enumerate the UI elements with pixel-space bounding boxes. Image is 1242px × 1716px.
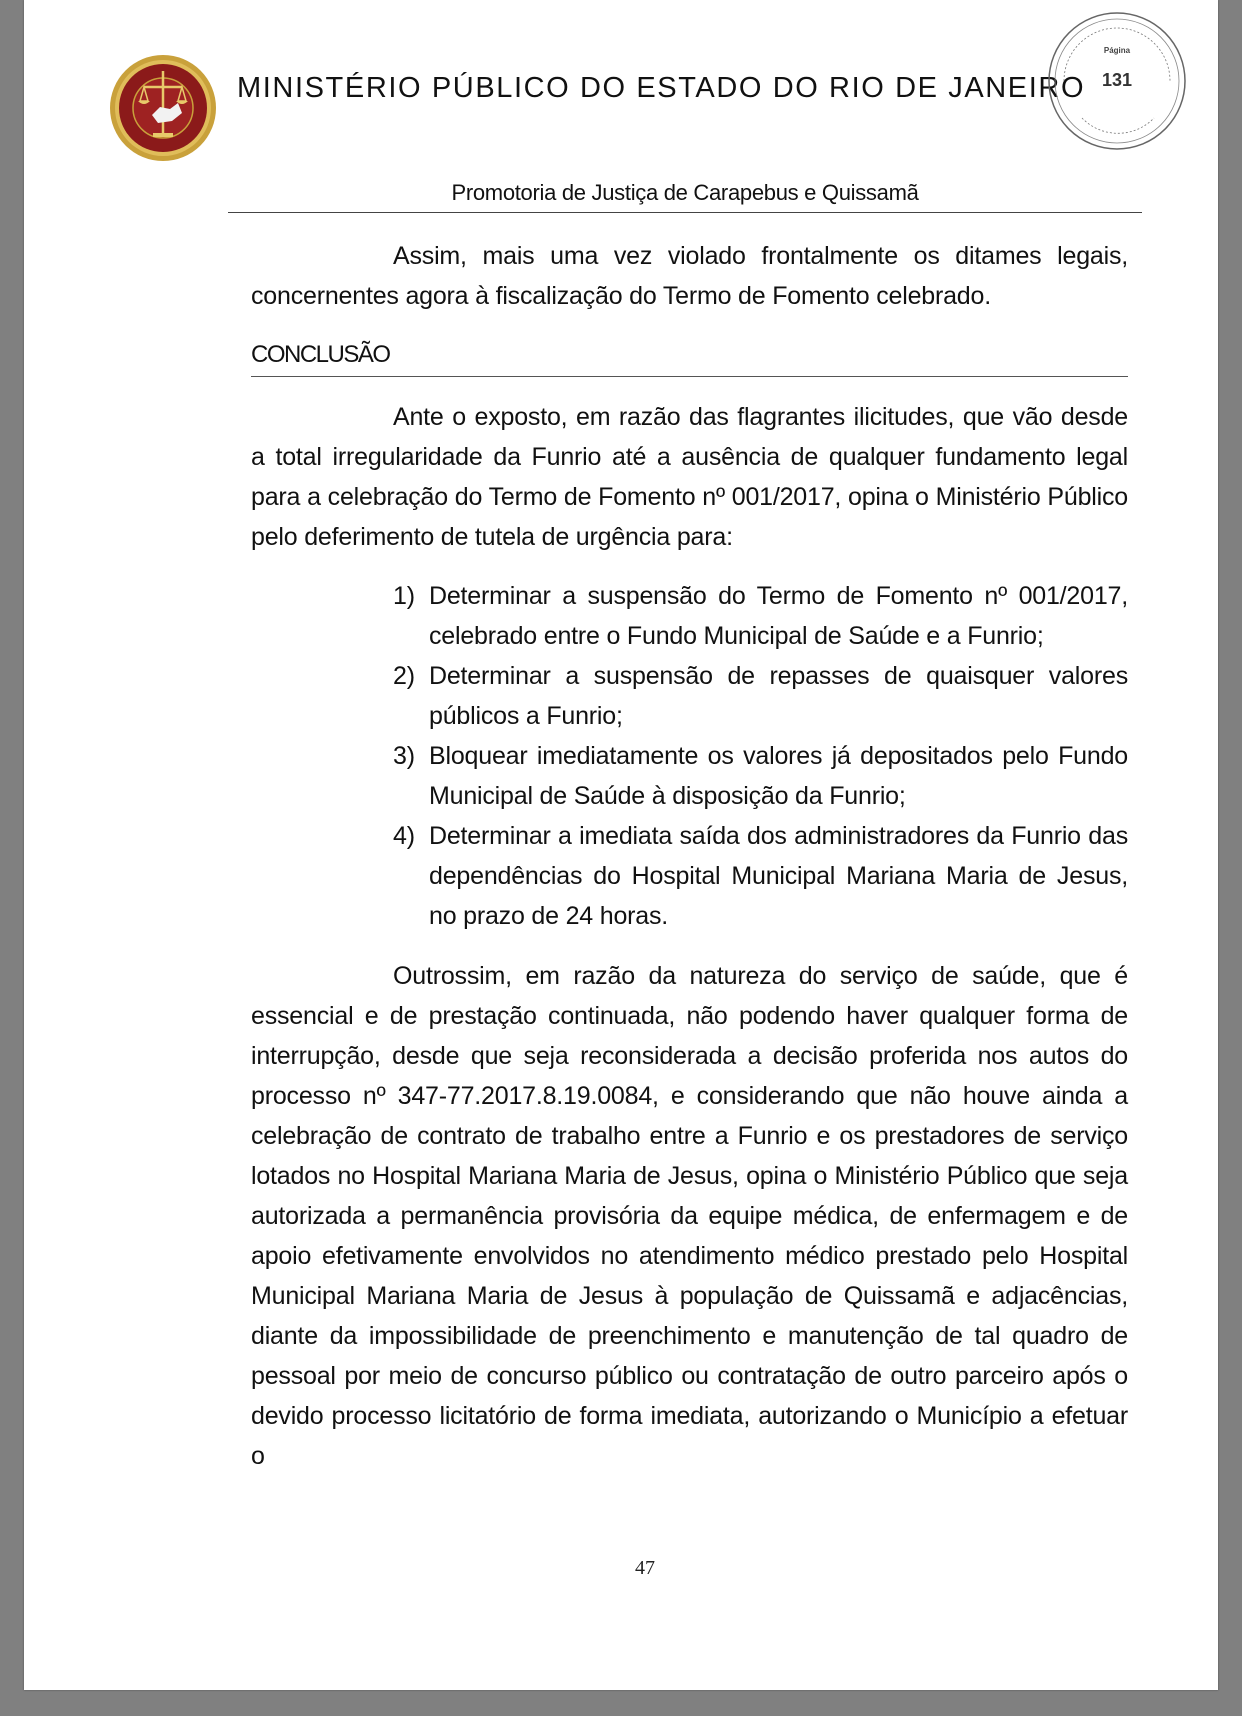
list-item-number: 1): [393, 582, 415, 610]
document-page: [24, 0, 1218, 1690]
list-item: [393, 736, 1128, 816]
list-item-text: Determinar a suspensão de repasses de quaisquer valores públicos a Funrio;: [429, 662, 1128, 730]
stamp-label: Página: [1103, 46, 1131, 55]
subheader: Promotoria de Justiça de Carapebus e Quissamã: [451, 180, 919, 205]
list-item: [393, 576, 1128, 656]
list-item-text: Determinar a suspensão do Termo de Fomento nº 001/2017, celebrado entre o Fundo Municipal de Saúde e a Funrio;: [429, 582, 1128, 650]
list-item-text: Determinar a imediata saída dos administradores da Funrio das dependências do Hospital Municipal Mariana Maria de Jesus, no prazo de 24 horas.: [429, 822, 1128, 930]
list-item-text: Bloquear imediatamente os valores já depositados pelo Fundo Municipal de Saúde à disposição da Funrio;: [429, 742, 1128, 810]
list-item-number: 3): [393, 742, 415, 770]
paragraph-intro: Assim, mais uma vez violado frontalmente os ditames legais, concernentes agora à fiscalização do Termo de Fomento celebrado.: [251, 242, 1128, 310]
section-divider: [251, 376, 1128, 377]
header-title: MINISTÉRIO PÚBLICO DO ESTADO DO RIO DE JANEIRO: [237, 72, 1086, 104]
paragraph-outrossim: Outrossim, em razão da natureza do serviço de saúde, que é essencial e de prestação continuada, não podendo haver qualquer forma de interrupção, desde que seja reconsiderada a decisão proferida nos autos do processo nº 347-77.2017.8.19.0084, e considerando que não houve ainda a celebração de contrato de trabalho entre a Funrio e os prestadores de serviço lotados no Hospital Mariana Maria de Jesus, opina o Ministério Público que seja autorizada a permanência provisória da equipe médica, de enfermagem e de apoio efetivamente envolvidos no atendimento médico prestado pelo Hospital Municipal Mariana Maria de Jesus à população de Quissamã e adjacências, diante da impossibilidade de preenchimento e manutenção de tal quadro de pessoal por meio de concurso público ou contratação de outro parceiro após o devido processo licitatório de forma imediata, autorizando o Município a efetuar o: [251, 962, 1128, 1470]
ministerio-publico-seal-icon: [108, 53, 218, 163]
paragraph-conclusion: Ante o exposto, em razão das flagrantes ilicitudes, que vão desde a total irregularidade da Funrio até a ausência de qualquer fundamento legal para a celebração do Termo de Fomento nº 001/2017, opina o Ministério Público pelo deferimento de tutela de urgência para:: [251, 403, 1128, 551]
section-heading: CONCLUSÃO: [251, 341, 390, 368]
list-item-number: 4): [393, 822, 415, 850]
page-number: 47: [635, 1557, 655, 1579]
requests-list: [251, 576, 1128, 936]
document-body: [251, 236, 1128, 1476]
list-item: [393, 656, 1128, 736]
list-item-number: 2): [393, 662, 415, 690]
electronic-signature-stamp: [1042, 6, 1192, 156]
stamp-page-number: 131: [1101, 70, 1133, 90]
list-item: [393, 816, 1128, 936]
header-divider: [228, 212, 1142, 213]
